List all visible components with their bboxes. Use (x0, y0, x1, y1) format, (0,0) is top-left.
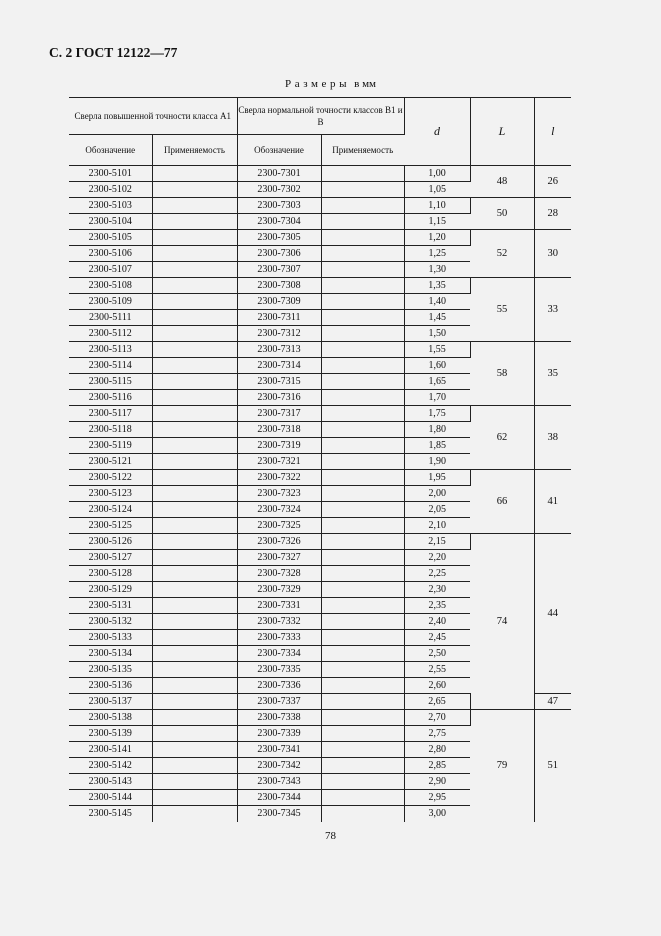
designation-b: 2300-7335 (237, 662, 321, 678)
designation-b: 2300-7338 (237, 710, 321, 726)
designation-b: 2300-7308 (237, 278, 321, 294)
designation-b: 2300-7327 (237, 550, 321, 566)
designation-b: 2300-7331 (237, 598, 321, 614)
applicability-b (321, 614, 404, 630)
diameter-d: 2,25 (404, 566, 470, 582)
length-L: 52 (470, 230, 534, 278)
applicability-b (321, 662, 404, 678)
designation-a1: 2300-5136 (69, 678, 152, 694)
drill-designation-table (69, 97, 571, 822)
length-l: 51 (547, 760, 558, 772)
applicability-a1 (152, 694, 237, 710)
diameter-d: 2,90 (404, 774, 470, 790)
designation-a1: 2300-5108 (69, 278, 152, 294)
designation-b: 2300-7314 (237, 358, 321, 374)
length-L: 62 (470, 406, 534, 470)
applicability-a1 (152, 518, 237, 534)
page-number: 78 (325, 830, 336, 842)
designation-b: 2300-7307 (237, 262, 321, 278)
designation-a1: 2300-5131 (69, 598, 152, 614)
applicability-a1 (152, 182, 237, 198)
col-header-l: l (534, 98, 571, 166)
diameter-d: 1,85 (404, 438, 470, 454)
applicability-a1 (152, 374, 237, 390)
designation-b: 2300-7301 (237, 166, 321, 182)
designation-b: 2300-7309 (237, 294, 321, 310)
designation-b: 2300-7328 (237, 566, 321, 582)
diameter-d: 2,50 (404, 646, 470, 662)
applicability-b (321, 358, 404, 374)
applicability-b (321, 518, 404, 534)
applicability-a1 (152, 358, 237, 374)
applicability-b (321, 534, 404, 550)
applicability-b (321, 550, 404, 566)
table-row (69, 710, 571, 726)
designation-a1: 2300-5126 (69, 534, 152, 550)
applicability-b (321, 582, 404, 598)
length-l: 38 (534, 406, 571, 470)
designation-b: 2300-7322 (237, 470, 321, 486)
designation-a1: 2300-5114 (69, 358, 152, 374)
designation-b: 2300-7329 (237, 582, 321, 598)
designation-a1: 2300-5128 (69, 566, 152, 582)
applicability-a1 (152, 166, 237, 182)
page-header: С. 2 ГОСТ 12122—77 (49, 45, 178, 60)
designation-a1: 2300-5107 (69, 262, 152, 278)
applicability-a1 (152, 310, 237, 326)
designation-a1: 2300-5112 (69, 326, 152, 342)
designation-b: 2300-7345 (237, 806, 321, 822)
designation-a1: 2300-5115 (69, 374, 152, 390)
applicability-a1 (152, 454, 237, 470)
designation-a1: 2300-5132 (69, 614, 152, 630)
applicability-a1 (152, 214, 237, 230)
diameter-d: 1,70 (404, 390, 470, 406)
designation-a1: 2300-5139 (69, 726, 152, 742)
length-l: 35 (534, 342, 571, 406)
designation-b: 2300-7312 (237, 326, 321, 342)
diameter-d: 1,55 (404, 342, 470, 358)
diameter-d: 1,65 (404, 374, 470, 390)
col-header-designation-a1: Обозначение (69, 135, 152, 166)
designation-b: 2300-7316 (237, 390, 321, 406)
diameter-d: 1,35 (404, 278, 470, 294)
designation-b: 2300-7326 (237, 534, 321, 550)
diameter-d: 2,65 (404, 694, 470, 710)
applicability-b (321, 806, 404, 822)
applicability-a1 (152, 534, 237, 550)
designation-b: 2300-7321 (237, 454, 321, 470)
designation-a1: 2300-5118 (69, 422, 152, 438)
designation-b: 2300-7341 (237, 742, 321, 758)
table-row (69, 198, 571, 214)
designation-b: 2300-7339 (237, 726, 321, 742)
diameter-d: 2,30 (404, 582, 470, 598)
applicability-a1 (152, 502, 237, 518)
designation-a1: 2300-5119 (69, 438, 152, 454)
designation-b: 2300-7332 (237, 614, 321, 630)
designation-a1: 2300-5125 (69, 518, 152, 534)
applicability-a1 (152, 630, 237, 646)
designation-b: 2300-7342 (237, 758, 321, 774)
applicability-a1 (152, 294, 237, 310)
applicability-a1 (152, 470, 237, 486)
applicability-a1 (152, 710, 237, 726)
diameter-d: 2,70 (404, 710, 470, 726)
dimensions-label: Размеры (285, 78, 351, 90)
col-header-designation-b: Обозначение (237, 135, 321, 166)
applicability-b (321, 470, 404, 486)
applicability-a1 (152, 614, 237, 630)
col-header-applicability-b: Применяемость (321, 135, 404, 166)
designation-a1: 2300-5116 (69, 390, 152, 406)
length-l: 33 (534, 278, 571, 342)
applicability-a1 (152, 326, 237, 342)
diameter-d: 2,85 (404, 758, 470, 774)
table-row (69, 406, 571, 422)
diameter-d: 1,30 (404, 262, 470, 278)
designation-b: 2300-7311 (237, 310, 321, 326)
designation-b: 2300-7325 (237, 518, 321, 534)
applicability-a1 (152, 726, 237, 742)
applicability-a1 (152, 246, 237, 262)
applicability-b (321, 406, 404, 422)
designation-b: 2300-7305 (237, 230, 321, 246)
length-L: 79 (470, 710, 534, 822)
table-row (69, 278, 571, 294)
length-L: 66 (470, 470, 534, 534)
applicability-b (321, 774, 404, 790)
diameter-d: 2,55 (404, 662, 470, 678)
designation-a1: 2300-5106 (69, 246, 152, 262)
diameter-d: 2,75 (404, 726, 470, 742)
designation-a1: 2300-5122 (69, 470, 152, 486)
diameter-d: 2,60 (404, 678, 470, 694)
applicability-a1 (152, 390, 237, 406)
group-header-b: Сверла нормальной точности классов В1 и В (237, 98, 404, 135)
designation-a1: 2300-5123 (69, 486, 152, 502)
diameter-d: 1,75 (404, 406, 470, 422)
applicability-a1 (152, 342, 237, 358)
diameter-d: 2,05 (404, 502, 470, 518)
designation-a1: 2300-5101 (69, 166, 152, 182)
designation-b: 2300-7344 (237, 790, 321, 806)
applicability-b (321, 278, 404, 294)
length-l: 44 (534, 534, 571, 694)
table-row (69, 342, 571, 358)
diameter-d: 1,60 (404, 358, 470, 374)
designation-b: 2300-7315 (237, 374, 321, 390)
diameter-d: 1,80 (404, 422, 470, 438)
applicability-a1 (152, 662, 237, 678)
diameter-d: 2,80 (404, 742, 470, 758)
designation-b: 2300-7302 (237, 182, 321, 198)
applicability-b (321, 630, 404, 646)
applicability-b (321, 390, 404, 406)
applicability-a1 (152, 406, 237, 422)
diameter-d: 2,20 (404, 550, 470, 566)
diameter-d: 2,00 (404, 486, 470, 502)
applicability-a1 (152, 790, 237, 806)
applicability-a1 (152, 278, 237, 294)
diameter-d: 2,40 (404, 614, 470, 630)
applicability-a1 (152, 422, 237, 438)
length-L: 74 (470, 534, 534, 710)
applicability-b (321, 726, 404, 742)
applicability-b (321, 742, 404, 758)
applicability-a1 (152, 438, 237, 454)
applicability-b (321, 710, 404, 726)
applicability-b (321, 198, 404, 214)
applicability-a1 (152, 550, 237, 566)
diameter-d: 1,45 (404, 310, 470, 326)
designation-a1: 2300-5133 (69, 630, 152, 646)
table-body (69, 166, 571, 822)
designation-a1: 2300-5117 (69, 406, 152, 422)
length-l: 41 (534, 470, 571, 534)
designation-a1: 2300-5113 (69, 342, 152, 358)
applicability-b (321, 310, 404, 326)
applicability-b (321, 566, 404, 582)
table-row (69, 230, 571, 246)
designation-a1: 2300-5127 (69, 550, 152, 566)
applicability-a1 (152, 742, 237, 758)
designation-a1: 2300-5102 (69, 182, 152, 198)
applicability-b (321, 758, 404, 774)
designation-a1: 2300-5137 (69, 694, 152, 710)
length-l: 26 (534, 166, 571, 198)
diameter-d: 1,00 (404, 166, 470, 182)
designation-b: 2300-7306 (237, 246, 321, 262)
applicability-a1 (152, 582, 237, 598)
designation-a1: 2300-5103 (69, 198, 152, 214)
applicability-b (321, 182, 404, 198)
designation-b: 2300-7337 (237, 694, 321, 710)
applicability-b (321, 598, 404, 614)
applicability-b (321, 294, 404, 310)
diameter-d: 2,35 (404, 598, 470, 614)
diameter-d: 1,25 (404, 246, 470, 262)
designation-b: 2300-7343 (237, 774, 321, 790)
length-l: 47 (534, 694, 571, 710)
designation-a1: 2300-5124 (69, 502, 152, 518)
designation-a1: 2300-5104 (69, 214, 152, 230)
applicability-b (321, 646, 404, 662)
applicability-a1 (152, 758, 237, 774)
length-l: 28 (534, 198, 571, 230)
diameter-d: 1,90 (404, 454, 470, 470)
applicability-b (321, 694, 404, 710)
diameter-d: 1,05 (404, 182, 470, 198)
designation-b: 2300-7323 (237, 486, 321, 502)
designation-a1: 2300-5111 (69, 310, 152, 326)
applicability-b (321, 486, 404, 502)
table-row (69, 166, 571, 182)
designation-a1: 2300-5121 (69, 454, 152, 470)
designation-a1: 2300-5144 (69, 790, 152, 806)
length-L: 58 (470, 342, 534, 406)
diameter-d: 2,45 (404, 630, 470, 646)
applicability-a1 (152, 646, 237, 662)
designation-b: 2300-7318 (237, 422, 321, 438)
length-L: 55 (470, 278, 534, 342)
applicability-a1 (152, 486, 237, 502)
applicability-b (321, 166, 404, 182)
applicability-a1 (152, 598, 237, 614)
applicability-a1 (152, 566, 237, 582)
length-L: 48 (470, 166, 534, 198)
table-row (69, 534, 571, 550)
diameter-d: 2,95 (404, 790, 470, 806)
length-l: 30 (534, 230, 571, 278)
applicability-b (321, 454, 404, 470)
designation-b: 2300-7333 (237, 630, 321, 646)
applicability-a1 (152, 806, 237, 822)
designation-b: 2300-7319 (237, 438, 321, 454)
designation-a1: 2300-5135 (69, 662, 152, 678)
applicability-b (321, 422, 404, 438)
designation-b: 2300-7317 (237, 406, 321, 422)
diameter-d: 1,95 (404, 470, 470, 486)
applicability-b (321, 326, 404, 342)
applicability-b (321, 262, 404, 278)
table-row (69, 470, 571, 486)
designation-a1: 2300-5109 (69, 294, 152, 310)
applicability-b (321, 374, 404, 390)
designation-b: 2300-7303 (237, 198, 321, 214)
applicability-b (321, 502, 404, 518)
designation-b: 2300-7324 (237, 502, 321, 518)
applicability-a1 (152, 230, 237, 246)
diameter-d: 1,10 (404, 198, 470, 214)
designation-b: 2300-7313 (237, 342, 321, 358)
applicability-b (321, 230, 404, 246)
diameter-d: 2,10 (404, 518, 470, 534)
diameter-d: 1,15 (404, 214, 470, 230)
designation-a1: 2300-5105 (69, 230, 152, 246)
applicability-b (321, 342, 404, 358)
applicability-b (321, 678, 404, 694)
dimensions-caption (0, 78, 661, 90)
applicability-a1 (152, 262, 237, 278)
col-header-d: d (404, 98, 470, 166)
length-L: 50 (470, 198, 534, 230)
designation-a1: 2300-5141 (69, 742, 152, 758)
col-header-L: L (470, 98, 534, 166)
designation-b: 2300-7336 (237, 678, 321, 694)
applicability-a1 (152, 774, 237, 790)
designation-a1: 2300-5138 (69, 710, 152, 726)
designation-b: 2300-7304 (237, 214, 321, 230)
dimensions-unit: в мм (354, 78, 376, 90)
designation-a1: 2300-5142 (69, 758, 152, 774)
applicability-b (321, 438, 404, 454)
diameter-d: 1,50 (404, 326, 470, 342)
applicability-a1 (152, 198, 237, 214)
applicability-b (321, 214, 404, 230)
diameter-d: 3,00 (428, 808, 446, 820)
applicability-b (321, 790, 404, 806)
diameter-d: 1,40 (404, 294, 470, 310)
designation-a1: 2300-5134 (69, 646, 152, 662)
designation-a1: 2300-5143 (69, 774, 152, 790)
diameter-d: 2,15 (404, 534, 470, 550)
col-header-applicability-a1: Применяемость (152, 135, 237, 166)
group-header-a1: Сверла повышенной точности класса А1 (69, 98, 237, 135)
applicability-a1 (152, 678, 237, 694)
applicability-b (321, 246, 404, 262)
designation-a1: 2300-5129 (69, 582, 152, 598)
designation-a1: 2300-5145 (69, 806, 152, 822)
diameter-d: 1,20 (404, 230, 470, 246)
designation-b: 2300-7334 (237, 646, 321, 662)
